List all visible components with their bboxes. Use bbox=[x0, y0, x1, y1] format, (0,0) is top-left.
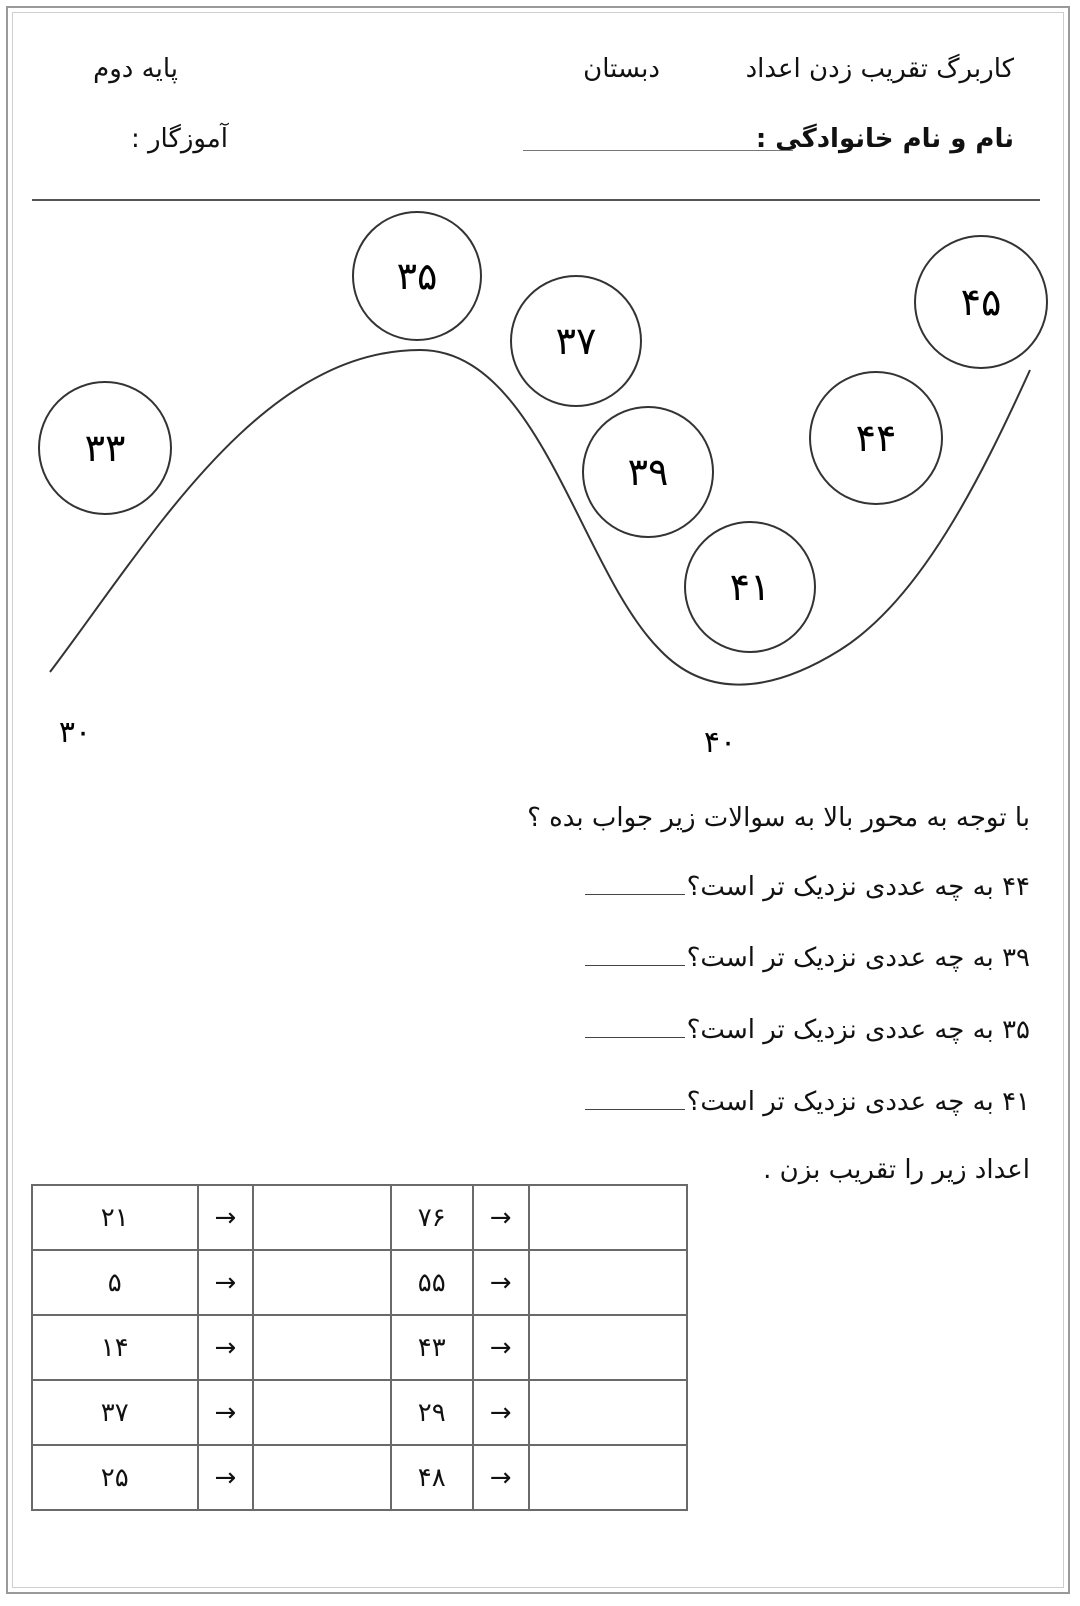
axis-start-label: ۳۰ bbox=[58, 715, 92, 750]
circle-37-label: ۳۷ bbox=[555, 319, 597, 363]
rounding-instruction: اعداد زیر را تقریب بزن . bbox=[763, 1155, 1030, 1185]
question-4-text: ۴۱ به چه عددی نزدیک تر است؟ bbox=[686, 1087, 1030, 1117]
question-3 bbox=[585, 1015, 1030, 1045]
questions-intro: با توجه به محور بالا به سوالات زیر جواب بده ؟ bbox=[527, 803, 1030, 833]
left-answer-cell[interactable] bbox=[253, 1380, 391, 1445]
question-1 bbox=[585, 872, 1030, 902]
number-line-curve bbox=[50, 350, 1030, 685]
left-number: ۱۴ bbox=[32, 1315, 198, 1380]
answer-blank-4[interactable] bbox=[585, 1108, 685, 1110]
right-number: ۴۸ bbox=[391, 1445, 473, 1510]
number-line-diagram bbox=[0, 0, 1080, 780]
question-2-text: ۳۹ به چه عددی نزدیک تر است؟ bbox=[686, 943, 1030, 973]
rounding-table bbox=[31, 1184, 688, 1511]
left-number: ۵ bbox=[32, 1250, 198, 1315]
left-answer-cell[interactable] bbox=[253, 1185, 391, 1250]
circle-45-label: ۴۵ bbox=[960, 280, 1002, 324]
grade-label: پایه دوم bbox=[93, 54, 178, 84]
teacher-label: آموزگار : bbox=[130, 124, 228, 154]
name-label: نام و نام خانوادگی : bbox=[755, 124, 1014, 154]
right-number: ۲۹ bbox=[391, 1380, 473, 1445]
school-label: دبستان bbox=[583, 54, 660, 84]
table-row bbox=[32, 1250, 687, 1315]
answer-blank-3[interactable] bbox=[585, 1036, 685, 1038]
right-number: ۷۶ bbox=[391, 1185, 473, 1250]
arrow-icon: → bbox=[473, 1380, 529, 1445]
arrow-icon: → bbox=[473, 1445, 529, 1510]
circle-44-label: ۴۴ bbox=[855, 416, 897, 460]
arrow-icon: → bbox=[473, 1185, 529, 1250]
arrow-icon: → bbox=[198, 1380, 254, 1445]
question-4 bbox=[585, 1087, 1030, 1117]
arrow-icon: → bbox=[198, 1445, 254, 1510]
right-answer-cell[interactable] bbox=[529, 1380, 687, 1445]
worksheet-title: کاربرگ تقریب زدن اعداد bbox=[745, 54, 1014, 84]
right-number: ۵۵ bbox=[391, 1250, 473, 1315]
arrow-icon: → bbox=[198, 1185, 254, 1250]
arrow-icon: → bbox=[473, 1250, 529, 1315]
left-number: ۲۵ bbox=[32, 1445, 198, 1510]
answer-blank-1[interactable] bbox=[585, 893, 685, 895]
arrow-icon: → bbox=[198, 1250, 254, 1315]
left-number: ۲۱ bbox=[32, 1185, 198, 1250]
arrow-icon: → bbox=[198, 1315, 254, 1380]
left-answer-cell[interactable] bbox=[253, 1250, 391, 1315]
right-answer-cell[interactable] bbox=[529, 1250, 687, 1315]
right-answer-cell[interactable] bbox=[529, 1185, 687, 1250]
question-1-text: ۴۴ به چه عددی نزدیک تر است؟ bbox=[686, 872, 1030, 902]
table-row bbox=[32, 1315, 687, 1380]
circle-39-label: ۳۹ bbox=[627, 450, 669, 494]
circle-33-label: ۳۳ bbox=[84, 426, 126, 470]
table-row bbox=[32, 1380, 687, 1445]
question-3-text: ۳۵ به چه عددی نزدیک تر است؟ bbox=[686, 1015, 1030, 1045]
right-answer-cell[interactable] bbox=[529, 1315, 687, 1380]
right-number: ۴۳ bbox=[391, 1315, 473, 1380]
arrow-icon: → bbox=[473, 1315, 529, 1380]
left-number: ۳۷ bbox=[32, 1380, 198, 1445]
table-row bbox=[32, 1185, 687, 1250]
answer-blank-2[interactable] bbox=[585, 964, 685, 966]
right-answer-cell[interactable] bbox=[529, 1445, 687, 1510]
circle-41-label: ۴۱ bbox=[729, 565, 771, 609]
table-row bbox=[32, 1445, 687, 1510]
left-answer-cell[interactable] bbox=[253, 1445, 391, 1510]
circle-35-label: ۳۵ bbox=[396, 254, 438, 298]
question-2 bbox=[585, 943, 1030, 973]
left-answer-cell[interactable] bbox=[253, 1315, 391, 1380]
axis-end-label: ۴۰ bbox=[703, 725, 737, 760]
